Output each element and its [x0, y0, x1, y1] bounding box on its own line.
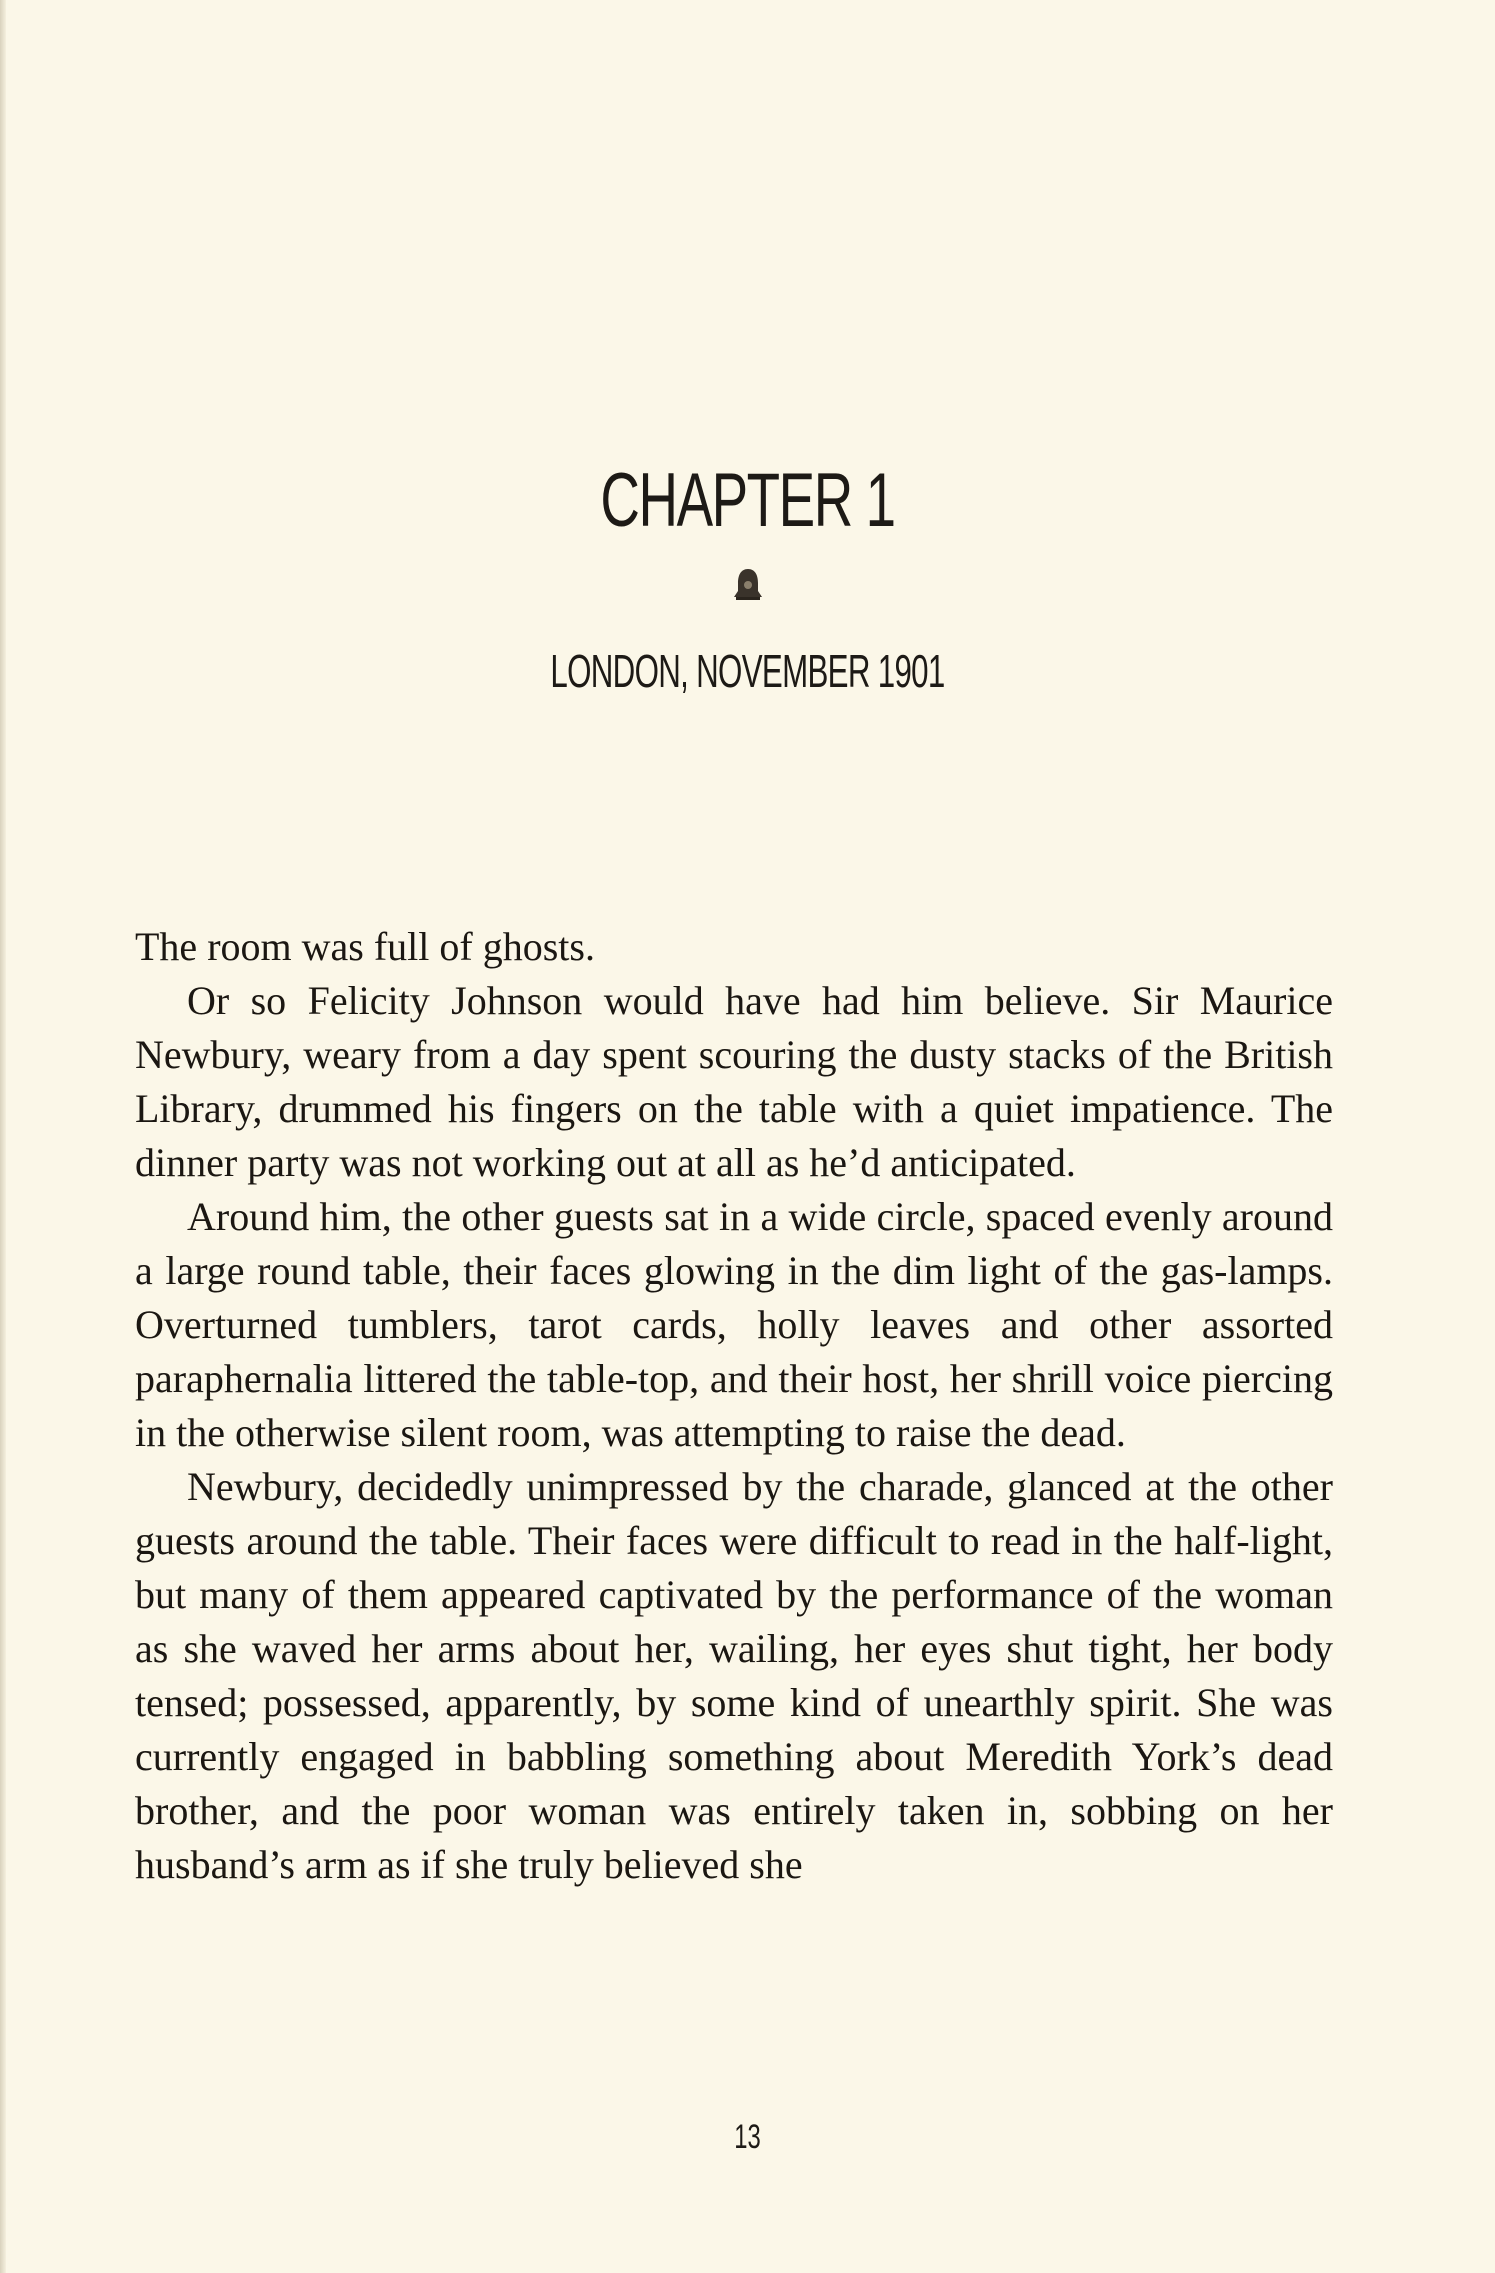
page-number: 13 [734, 2118, 761, 2156]
chapter-subtitle: LONDON, NOVEMBER 1901 [550, 645, 945, 697]
paragraph-4: Newbury, decidedly unimpressed by the charade, glanced at the other guests around the table. Their faces were difficult to read in the half-light, but many of them appeared captivated by the performance of the woman as she waved her arms about her, wailing, her eyes shut tight, her body tensed; possessed, apparently, by some kind of unearthly spirit. She was currently engaged in babbling something about Meredith York’s dead brother, and the poor woman was entirely taken in, sobbing on her husband’s arm as if she truly believed she [135, 1464, 1333, 1887]
paragraph-3: Around him, the other guests sat in a wide circle, spaced evenly around a large round table, their faces glowing in the dim light of the gas-lamps. Overturned tumblers, tarot cards, holly leaves and other assorted paraphernalia littered the table-top, and their host, her shrill voice piercing in the otherwise silent room, was attempting to raise the dead. [135, 1194, 1333, 1455]
paragraph-2: Or so Felicity Johnson would have had him believe. Sir Maurice Newbury, weary from a day spent scouring the dusty stacks of the British Library, drummed his fingers on the table with a quiet impatience. The dinner party was not working out at all as he’d anticipated. [135, 978, 1333, 1185]
chapter-title: CHAPTER 1 [600, 458, 895, 543]
body-text [135, 920, 1333, 1892]
chapter-header [0, 455, 1495, 699]
bell-ornament-icon [728, 565, 768, 605]
page-edge [0, 0, 6, 2273]
paragraph-1: The room was full of ghosts. [135, 924, 595, 969]
